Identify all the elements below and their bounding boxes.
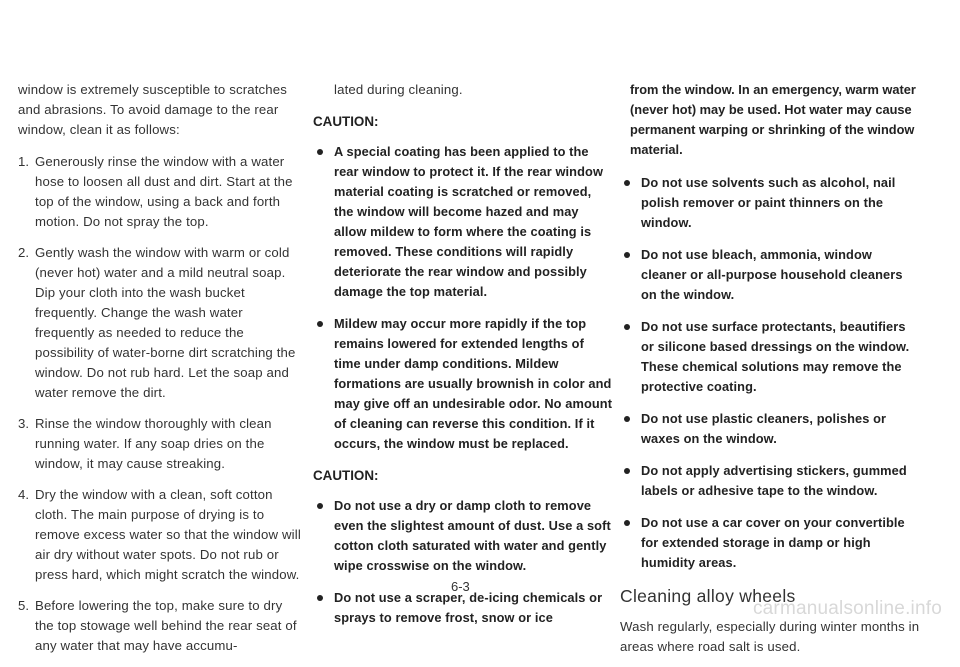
step-item (18, 414, 303, 474)
left-column (18, 80, 303, 667)
step-item (18, 596, 303, 656)
bullet-icon (624, 416, 630, 422)
step-number: 2. (18, 245, 29, 260)
bullet-icon (317, 503, 323, 509)
caution-text: Do not apply advertising stickers, gummed labels or adhesive tape to the window. (641, 463, 907, 498)
step-text: Before lowering the top, make sure to dry the top stowage well behind the rear seat of any water that may have accumu- (35, 598, 297, 653)
section-paragraph: Wash regularly, especially during winter months in areas where road salt is used. (620, 619, 920, 654)
caution-list (620, 173, 920, 573)
bullet-icon (317, 595, 323, 601)
caution-list (313, 142, 613, 454)
step-text: Rinse the window thoroughly with clean running water. If any soap dries on the window, it may cause streaking. (35, 416, 272, 471)
caution-item (313, 496, 613, 576)
caution-text: Do not use a scraper, de-icing chemicals or sprays to remove frost, snow or ice (334, 590, 603, 625)
step-number: 4. (18, 487, 29, 502)
caution-text: Do not use surface protectants, beautifiers or silicone based dressings on the window. These chemical solutions may remove the protective coating. (641, 319, 910, 394)
caution-item (313, 314, 613, 454)
caution-label: CAUTION: (313, 468, 379, 483)
cleaning-steps-list (18, 152, 303, 656)
step-text: Dry the window with a clean, soft cotton cloth. The main purpose of drying is to remove excess water so that the window will air dry without water spots. Do not rub or press hard, which might scratch the window. (35, 487, 301, 582)
caution-list (313, 496, 613, 628)
caution-item (620, 317, 920, 397)
step-text: Gently wash the window with warm or cold (never hot) water and a mild neutral soap. Dip your cloth into the wash bucket frequently. Change the wash water frequently as needed to reduce the possibility of water-borne dirt scratching the window. Do not rub hard. Let the soap and water remove the dirt. (35, 245, 296, 400)
caution-text: A special coating has been applied to the rear window to protect it. If the rear window material coating is scratched or removed, the window will become hazed and may allow mildew to form where the coating is removed. These conditions will rapidly deteriorate the rear window and possibly damage the top material. (334, 144, 603, 299)
caution-text: Do not use solvents such as alcohol, nail polish remover or paint thinners on the window. (641, 175, 896, 230)
page-number: 6-3 (451, 579, 470, 594)
step-text: Generously rinse the window with a water hose to loosen all dust and dirt. Start at the top of the window, using a back and forth motion. Do not spray the top. (35, 154, 293, 229)
bullet-icon (624, 252, 630, 258)
caution-item (313, 588, 613, 628)
caution-item (620, 409, 920, 449)
caution-item (620, 245, 920, 305)
right-column (620, 80, 920, 657)
bullet-icon (624, 468, 630, 474)
caution-text: Do not use plastic cleaners, polishes or waxes on the window. (641, 411, 887, 446)
continued-caution-text: from the window. In an emergency, warm water (never hot) may be used. Hot water may cause permanent warping or shrinking of the window material. (630, 82, 916, 157)
caution-label: CAUTION: (313, 114, 379, 129)
caution-text: Do not use a dry or damp cloth to remove even the slightest amount of dust. Use a soft cotton cloth saturated with water and gently wipe crosswise on the window. (334, 498, 611, 573)
watermark: carmanualsonline.info (752, 598, 942, 619)
caution-text: Do not use a car cover on your convertible for extended storage in damp or high humidity areas. (641, 515, 905, 570)
bullet-icon (624, 324, 630, 330)
bullet-icon (317, 149, 323, 155)
step-item (18, 243, 303, 403)
step-number: 3. (18, 416, 29, 431)
bullet-icon (624, 520, 630, 526)
section-heading: Cleaning alloy wheels (620, 586, 796, 606)
caution-item (313, 142, 613, 302)
step-number: 1. (18, 154, 29, 169)
caution-text: Mildew may occur more rapidly if the top remains lowered for extended lengths of time under damp conditions. Mildew formations are usually brownish in color and may give off an undesirable odor. No amount of cleaning can reverse this condition. If it occurs, the window must be replaced. (334, 316, 613, 451)
bullet-icon (317, 321, 323, 327)
middle-column (313, 80, 613, 640)
continued-text: lated during cleaning. (334, 82, 463, 97)
step-item (18, 152, 303, 232)
step-item (18, 485, 303, 585)
caution-item (620, 173, 920, 233)
intro-paragraph: window is extremely susceptible to scratches and abrasions. To avoid damage to the rear window, clean it as follows: (18, 82, 287, 137)
step-number: 5. (18, 598, 29, 613)
caution-text: Do not use bleach, ammonia, window cleaner or all-purpose household cleaners on the window. (641, 247, 903, 302)
caution-item (620, 513, 920, 573)
caution-item (620, 461, 920, 501)
bullet-icon (624, 180, 630, 186)
